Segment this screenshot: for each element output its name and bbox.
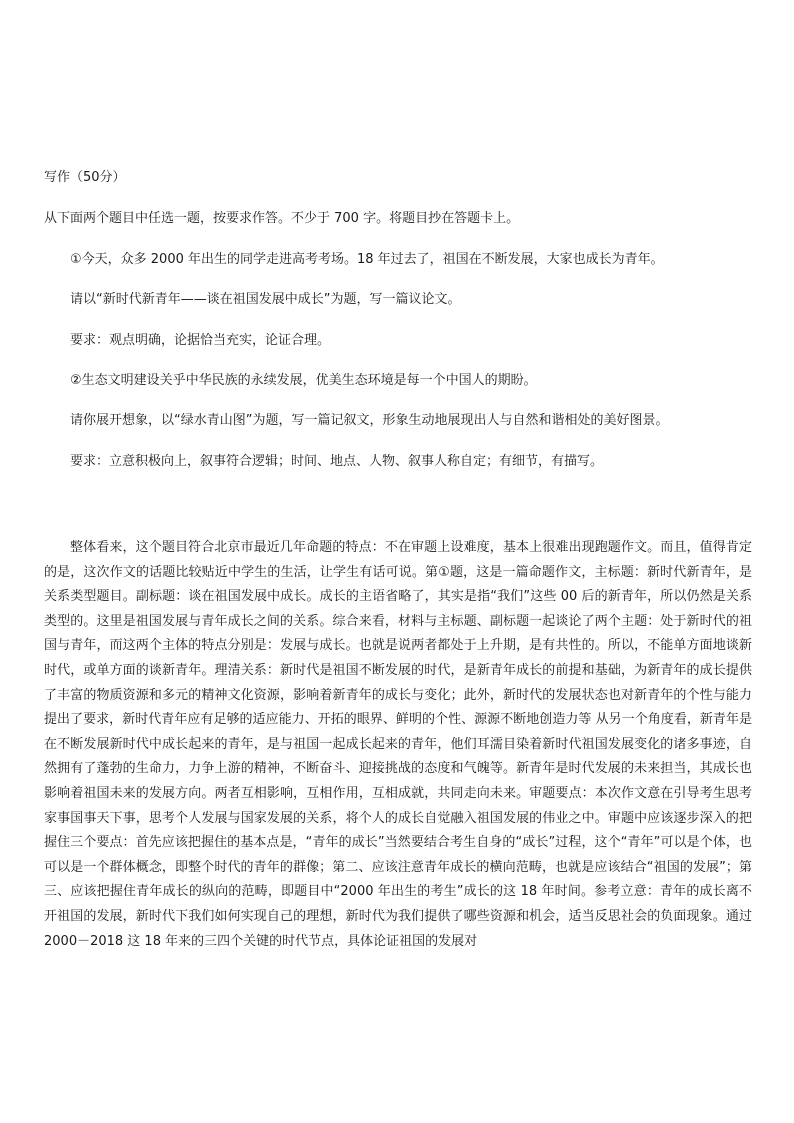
topic2-prompt: ②生态文明建设关乎中华民族的永续发展，优美生态环境是每一个中国人的期盼。 (70, 373, 537, 388)
topic2-requirements: 要求：立意积极向上，叙事符合逻辑；时间、地点、人物、叙事人称自定；有细节，有描写。 (70, 454, 604, 469)
topic2-task: 请你展开想象，以“绿水青山图”为题，写一篇记叙文，形象生动地展现出人与自然和谐相处的美好图景。 (70, 413, 669, 428)
topic1-requirements: 要求：观点明确，论据恰当充实，论证合理。 (70, 333, 331, 348)
topic1-task: 请以“新时代新青年——谈在祖国发展中成长”为题，写一篇议论文。 (70, 292, 461, 307)
question-heading: 写作（50分） (44, 170, 126, 185)
analysis-paragraph: 整体看来，这个题目符合北京市最近几年命题的特点：不在审题上设难度，基本上很难出现跑题作文。而且，值得肯定的是，这次作文的话题比较贴近中学生的生活，让学生有话可说。第①题，这是一篇命题作文，主标题：新时代新青年，是关系类型题目。副标题：谈在祖国发展中成长。成长的主语省略了，其实是指“我们”这些 00 后的新青年，所以仍然是关系类型的。这里是祖国发展与青年成长之间的关系。综合来看，材料与主标题、副标题一起谈论了两个主题：处于新时代的祖国与青年，而这两个主体的特点分别是：发展与成长。也就是说两者都处于上升期，是有共性的。所以，不能单方面地谈新时代，或单方面的谈新青年。理清关系：新时代是祖国不断发展的时代，是新青年成长的前提和基础，为新青年的成长提供了丰富的物质资源和多元的精神文化资源，影响着新青年的成长与变化；此外，新时代的发展状态也对新青年的个性与能力提出了要求，新时代青年应有足够的适应能力、开拓的眼界、鲜明的个性、源源不断地创造力等 从另一个角度看，新青年是在不断发展新时代中成长起来的青年，是与祖国一起成长起来的青年，他们耳濡目染着新时代祖国发展变化的诸多事迹，自然拥有了蓬勃的生命力，力争上游的精神，不断奋斗、迎接挑战的态度和气魄等。新青年是时代发展的未来担当，其成长也影响着祖国未来的发展方向。两者互相影响，互相作用，互相成就，共同走向未来。审题要点：本次作文意在引导考生思考家事国事天下事，思考个人发展与国家发展的关系，将个人的成长自觉融入祖国发展的伟业之中。审题中应该逐步深入的把握住三个要点：首先应该把握住的基本点是，“青年的成长”当然要结合考生自身的“成长”过程，这个“青年”可以是个体，也可以是一个群体概念，即整个时代的青年的群像；第二、应该注意青年成长的横向范畴，也就是应该结合“祖国的发展”；第三、应该把握住青年成长的纵向的范畴，即题目中“2000 年出生的考生”成长的这 18 年时间。参考立意：青年的成长离不开祖国的发展，新时代下我们如何实现自己的理想，新时代为我们提供了哪些资源和机会，适当反思社会的负面现象。通过 2000－2018 这 18 年来的三四个关键的时代节点，具体论证祖国的发展对 (44, 540, 752, 949)
topic1-prompt: ①今天，众多 2000 年出生的同学走进高考考场。18 年过去了，祖国在不断发展，大家也成长为青年。 (70, 252, 664, 267)
question-instruction: 从下面两个题目中任选一题，按要求作答。不少于 700 字。将题目抄在答题卡上。 (44, 211, 520, 226)
